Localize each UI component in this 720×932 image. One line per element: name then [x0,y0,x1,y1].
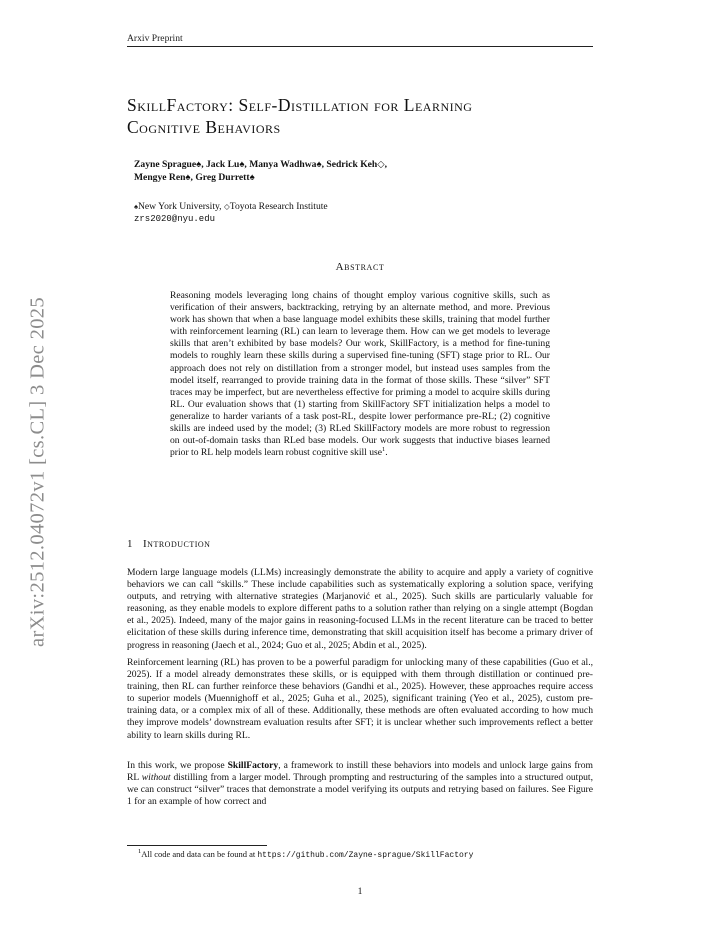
author-list [134,158,574,184]
section-number: 1 [127,538,133,550]
intro-paragraph-1: Modern large language models (LLMs) increasingly demonstrate the ability to acquire and apply a variety of cognitive behaviors we can call “skills.” These include capabilities such as systematically exploring a solution space, verifying outputs, and retrying with alternative strategies (Marjanović et al., 2025). Such skills are particularly valuable for reasoning, as they enable models to explore different paths to a solution rather than relying on a single attempt (Bogdan et al., 2025). Indeed, many of the major gains in reasoning-focused LLMs in the recent literature can be traced to better elicitation of these skills during inference time, demonstrating that skill acquisition itself has become a primary driver of progress in reasoning (Jaech et al., 2024; Guo et al., 2025; Abdin et al., 2025). [127,567,593,651]
contact-email[interactable]: zrs2020@nyu.edu [134,214,216,224]
page-number: 1 [357,886,363,897]
authors-line-2: Mengye Ren♠, Greg Durrett♠ [134,172,255,183]
footnote-text: All code and data can be found at [141,849,258,859]
footnote [138,849,473,860]
abstract-text [170,290,550,459]
p3-skillfactory-bold: SkillFactory [227,760,279,771]
header-rule [127,46,593,47]
running-header: Arxiv Preprint [127,33,183,44]
footnote-number: 1 [138,848,142,856]
paper-title-line-1: SkillFactory: Self-Distillation for Learning [127,95,473,115]
affiliation-line [134,201,574,213]
abstract-end: . [385,447,388,459]
arxiv-identifier: arXiv:2512.04072v1 [cs.CL] 3 Dec 2025 [26,297,49,647]
affiliation-symbol-tri: ◇ [223,202,230,211]
affiliations [134,201,574,225]
p3-part-b: , a framework to instill these behaviors into models and unlock large gains from RL [127,760,593,784]
section-title: Introduction [143,538,211,550]
intro-paragraph-3 [127,760,593,808]
section-heading-introduction [127,538,210,550]
p3-part-c: distilling from a larger model. Through prompting and restructuring of the samples into a structured output, we can construct “silver” traces that demonstrate a model verifying its outputs and retrying based on failures. See Figure 1 for an example of how correct and [127,772,593,808]
affiliation-symbol-nyu: ♠ [134,202,138,211]
footnote-rule [127,845,267,846]
affiliation-nyu: New York University, [137,201,224,212]
abstract-body: Reasoning models leveraging long chains of thought employ various cognitive skills, such as verification of their answers, backtracking, retrying by an alternate method, and more. Previous work has shown that when a base language model exhibits these skills, training that model further with reinforcement learning (RL) can learn to leverage them. How can we get models to leverage skills that aren’t exhibited by base models? Our work, SkillFactory, is a method for fine-tuning models to roughly learn these skills during a supervised fine-tuning (SFT) stage prior to RL. Our approach does not rely on distillation from a stronger model, but instead uses samples from the model itself, rearranged to provide training data in the format of those skills. These “silver” SFT traces may be imperfect, but are nevertheless effective for priming a model to acquire skills during RL. Our evaluation shows that (1) starting from SkillFactory SFT initialization helps a model to generalize to harder variants of a task post-RL, despite lower performance pre-RL; (2) cognitive skills are indeed used by the model; (3) RLed SkillFactory models are more robust to regression on out-of-domain tasks than RLed base models. Our work suggests that inductive biases learned prior to RL help models learn robust cognitive skill use [170,290,550,459]
arxiv-sidebar [20,262,56,682]
abstract-heading: Abstract [335,261,385,273]
intro-paragraph-2: Reinforcement learning (RL) has proven to be a powerful paradigm for unlocking many of these capabilities (Guo et al., 2025). If a model already demonstrates these skills, or is equipped with them through distillation or continued pre-training, then RL can further reinforce these behaviors (Gandhi et al., 2025). However, these approaches require access to superior models (Muennighoff et al., 2025; Guha et al., 2025), significant training (Yeo et al., 2025), custom pre-training data, or a complex mix of all of these. Additionally, these methods are often evaluated according to how much they improve models’ downstream evaluation results after SFT; it is unclear whether such improvements reflect a better ability to learn skills during RL. [127,657,593,741]
affiliation-tri: Toyota Research Institute [229,201,328,212]
p3-part-a: In this work, we propose [127,760,228,771]
paper-title-line-2: Cognitive Behaviors [127,117,281,137]
authors-line-1: Zayne Sprague♠, Jack Lu♠, Manya Wadhwa♠, Sedrick Keh◇, [134,159,388,170]
footnote-marker-1[interactable]: 1 [382,446,386,454]
footnote-url-link[interactable]: https://github.com/Zayne-sprague/SkillFactory [257,851,474,860]
paper-title [127,94,607,138]
p3-without-italic: without [141,772,171,784]
